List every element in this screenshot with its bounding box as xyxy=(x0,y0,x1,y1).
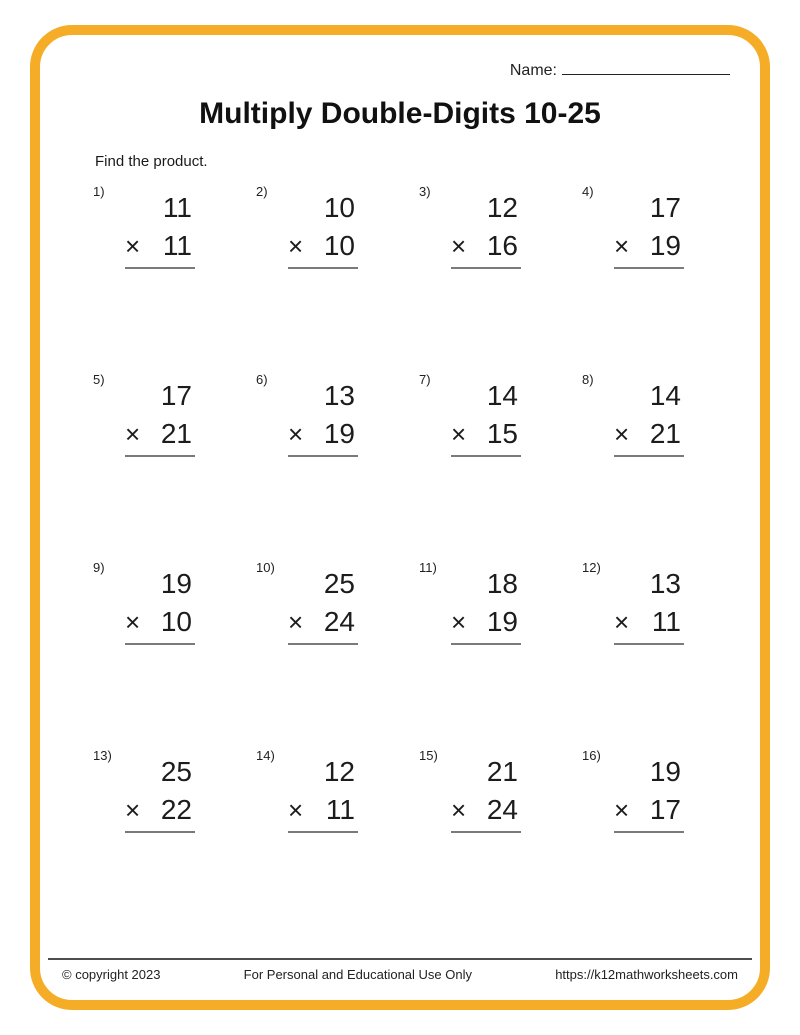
top-operand: 11 xyxy=(162,192,192,223)
problem-work-area xyxy=(288,193,358,269)
top-operand: 21 xyxy=(486,756,518,787)
answer-line xyxy=(125,267,195,269)
footer-copyright: © copyright 2023 xyxy=(62,967,161,982)
problem-number-label: 1) xyxy=(93,184,105,199)
bottom-operand: 24 xyxy=(323,606,355,638)
bottom-operand: 16 xyxy=(486,230,518,262)
problem-number-label: 14) xyxy=(256,748,275,763)
multiply-sign: × xyxy=(614,607,630,638)
page-title: Multiply Double-Digits 10-25 xyxy=(199,97,601,130)
multiplication-problem xyxy=(256,184,419,372)
problem-number-label: 4) xyxy=(582,184,594,199)
bottom-operand-row xyxy=(125,607,195,636)
bottom-operand-row xyxy=(451,607,521,636)
bottom-operand: 11 xyxy=(162,230,192,262)
problem-number-label: 12) xyxy=(582,560,601,575)
name-label: Name: xyxy=(509,62,557,79)
multiply-sign: × xyxy=(451,607,467,638)
answer-line xyxy=(288,267,358,269)
problem-number-label: 13) xyxy=(93,748,112,763)
footer-usage: For Personal and Educational Use Only xyxy=(243,967,473,982)
answer-line xyxy=(288,643,358,645)
bottom-operand: 21 xyxy=(649,418,681,450)
problem-work-area xyxy=(451,381,521,457)
multiplication-problem xyxy=(93,184,256,372)
footer-row xyxy=(48,960,752,982)
problem-number-label: 8) xyxy=(582,372,594,387)
bottom-operand-row xyxy=(614,795,684,824)
instruction-text: Find the product. xyxy=(95,153,208,170)
multiply-sign: × xyxy=(125,795,141,826)
bottom-operand-row xyxy=(288,231,358,260)
problem-number-label: 3) xyxy=(419,184,431,199)
bottom-operand-row xyxy=(288,419,358,448)
bottom-operand-row xyxy=(614,419,684,448)
problem-work-area xyxy=(288,381,358,457)
multiply-sign: × xyxy=(451,795,467,826)
problem-number-label: 15) xyxy=(419,748,438,763)
answer-line xyxy=(288,455,358,457)
multiply-sign: × xyxy=(614,795,630,826)
name-row xyxy=(40,35,760,80)
top-operand: 19 xyxy=(649,756,681,787)
bottom-operand: 22 xyxy=(160,794,192,826)
problem-work-area xyxy=(451,193,521,269)
problem-work-area xyxy=(288,757,358,833)
multiplication-problem xyxy=(256,560,419,748)
multiplication-problem xyxy=(419,372,582,560)
bottom-operand: 15 xyxy=(486,418,518,450)
top-operand: 17 xyxy=(160,380,192,411)
problem-number-label: 10) xyxy=(256,560,275,575)
bottom-operand: 21 xyxy=(160,418,192,450)
bottom-operand-row xyxy=(614,231,684,260)
top-operand: 12 xyxy=(486,192,518,223)
answer-line xyxy=(125,831,195,833)
multiply-sign: × xyxy=(125,231,141,262)
multiply-sign: × xyxy=(288,231,304,262)
multiplication-problem xyxy=(582,560,745,748)
top-operand: 12 xyxy=(323,756,355,787)
multiply-sign: × xyxy=(125,419,141,450)
bottom-operand-row xyxy=(288,795,358,824)
top-operand: 13 xyxy=(649,568,681,599)
problem-work-area xyxy=(288,569,358,645)
bottom-operand: 19 xyxy=(486,606,518,638)
multiply-sign: × xyxy=(288,607,304,638)
multiplication-problem xyxy=(419,184,582,372)
footer xyxy=(48,958,752,982)
problems-grid xyxy=(93,184,760,936)
multiplication-problem xyxy=(419,748,582,936)
footer-url: https://k12mathworksheets.com xyxy=(555,967,738,982)
multiply-sign: × xyxy=(125,607,141,638)
bottom-operand-row xyxy=(125,795,195,824)
name-blank-line xyxy=(562,60,730,75)
top-operand: 17 xyxy=(649,192,681,223)
multiplication-problem xyxy=(256,748,419,936)
bottom-operand-row xyxy=(125,419,195,448)
bottom-operand-row xyxy=(451,419,521,448)
problem-number-label: 9) xyxy=(93,560,105,575)
problem-work-area xyxy=(125,757,195,833)
problem-number-label: 7) xyxy=(419,372,431,387)
answer-line xyxy=(451,643,521,645)
multiplication-problem xyxy=(93,748,256,936)
bottom-operand: 24 xyxy=(486,794,518,826)
problem-work-area xyxy=(614,381,684,457)
problem-number-label: 16) xyxy=(582,748,601,763)
top-operand: 14 xyxy=(649,380,681,411)
problem-work-area xyxy=(614,193,684,269)
multiply-sign: × xyxy=(614,419,630,450)
bottom-operand: 11 xyxy=(651,606,681,638)
answer-line xyxy=(614,643,684,645)
answer-line xyxy=(125,455,195,457)
bottom-operand: 19 xyxy=(649,230,681,262)
multiplication-problem xyxy=(582,372,745,560)
problem-work-area xyxy=(125,381,195,457)
bottom-operand: 11 xyxy=(325,794,355,826)
answer-line xyxy=(614,267,684,269)
top-operand: 13 xyxy=(323,380,355,411)
answer-line xyxy=(614,455,684,457)
bottom-operand-row xyxy=(125,231,195,260)
answer-line xyxy=(451,831,521,833)
multiply-sign: × xyxy=(614,231,630,262)
problem-work-area xyxy=(614,757,684,833)
multiplication-problem xyxy=(582,748,745,936)
top-operand: 14 xyxy=(486,380,518,411)
top-operand: 18 xyxy=(486,568,518,599)
bottom-operand: 10 xyxy=(160,606,192,638)
bottom-operand: 19 xyxy=(323,418,355,450)
multiply-sign: × xyxy=(451,231,467,262)
problem-work-area xyxy=(125,569,195,645)
answer-line xyxy=(614,831,684,833)
multiply-sign: × xyxy=(288,795,304,826)
top-operand: 25 xyxy=(160,756,192,787)
answer-line xyxy=(125,643,195,645)
problem-work-area xyxy=(451,569,521,645)
top-operand: 25 xyxy=(323,568,355,599)
multiplication-problem xyxy=(582,184,745,372)
problem-number-label: 2) xyxy=(256,184,268,199)
problem-number-label: 6) xyxy=(256,372,268,387)
multiplication-problem xyxy=(256,372,419,560)
bottom-operand: 10 xyxy=(323,230,355,262)
multiply-sign: × xyxy=(288,419,304,450)
top-operand: 10 xyxy=(323,192,355,223)
bottom-operand-row xyxy=(451,795,521,824)
bottom-operand-row xyxy=(614,607,684,636)
answer-line xyxy=(451,455,521,457)
problem-work-area xyxy=(451,757,521,833)
multiplication-problem xyxy=(419,560,582,748)
answer-line xyxy=(451,267,521,269)
multiply-sign: × xyxy=(451,419,467,450)
problem-work-area xyxy=(614,569,684,645)
problem-work-area xyxy=(125,193,195,269)
bottom-operand-row xyxy=(451,231,521,260)
multiplication-problem xyxy=(93,560,256,748)
multiplication-problem xyxy=(93,372,256,560)
problem-number-label: 5) xyxy=(93,372,105,387)
bottom-operand-row xyxy=(288,607,358,636)
top-operand: 19 xyxy=(160,568,192,599)
problem-number-label: 11) xyxy=(419,560,437,575)
bottom-operand: 17 xyxy=(649,794,681,826)
worksheet-page xyxy=(30,25,770,1010)
answer-line xyxy=(288,831,358,833)
